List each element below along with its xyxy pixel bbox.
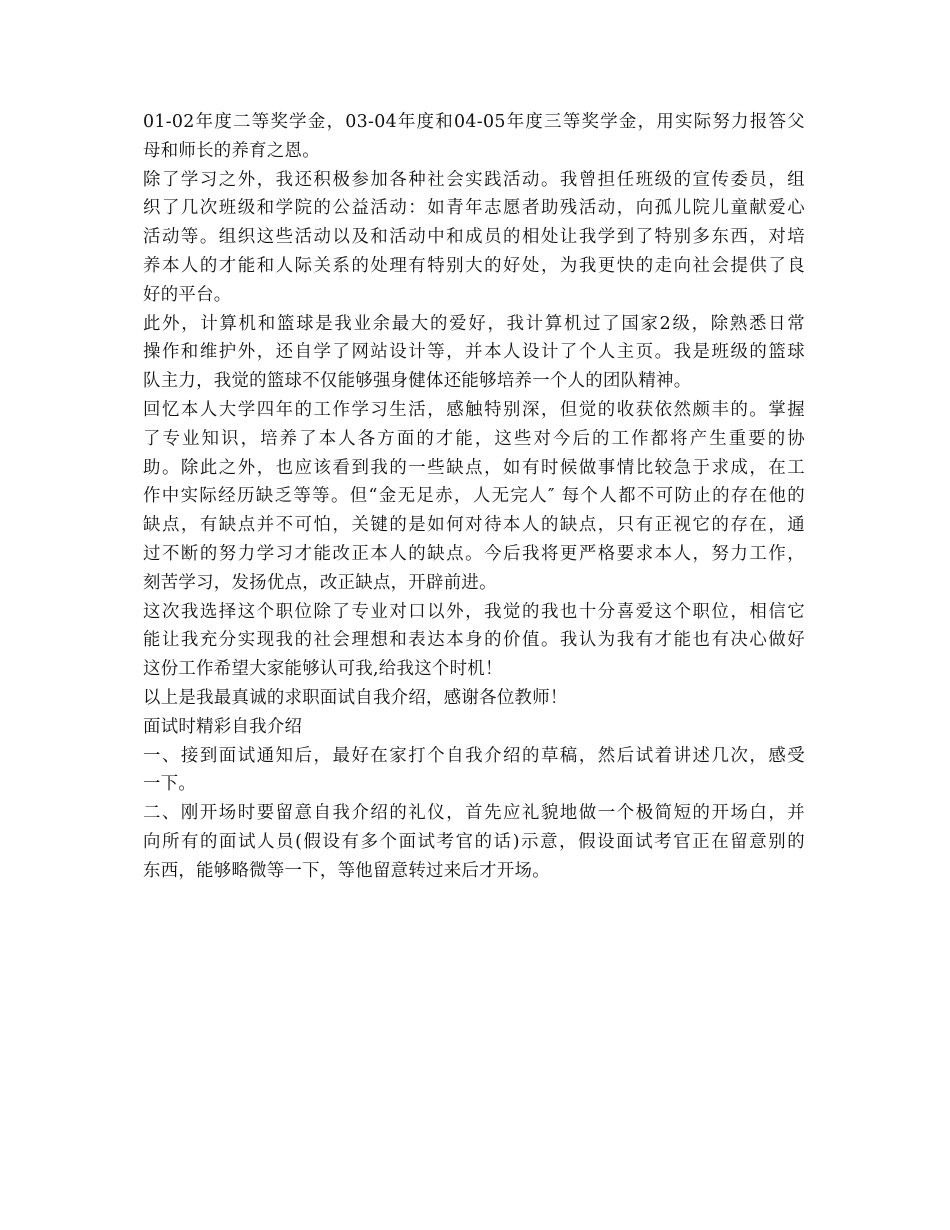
text-line: 01-02年度二等奖学金，03-04年度和04-05年度三等奖学金，用实际努力报答父 bbox=[143, 112, 805, 132]
text-line: 队主力，我觉的篮球不仅能够强身健体还能够培养一个人的团队精神。 bbox=[143, 371, 692, 392]
text-line: 这份工作希望大家能够认可我,给我这个时机！ bbox=[143, 659, 503, 680]
text-line: 向所有的面试人员(假设有多个面试考官的话)示意，假设面试考官正在留意别的 bbox=[143, 831, 805, 852]
text-line: 织了几次班级和学院的公益活动：如青年志愿者助残活动，向孤儿院儿童献爱心 bbox=[143, 198, 805, 219]
text-line: 以上是我最真诚的求职面试自我介绍，感谢各位教师！ bbox=[143, 687, 568, 708]
text-line: 养本人的才能和人际关系的处理有特别大的好处，为我更快的走向社会提供了良 bbox=[143, 255, 805, 276]
text-line: 这次我选择这个职位除了专业对口以外，我觉的我也十分喜爱这个职位，相信它 bbox=[143, 601, 805, 622]
text-line: 能让我充分实现我的社会理想和表达本身的价值。我认为我有才能也有决心做好 bbox=[143, 630, 805, 651]
text-line: 活动等。组织这些活动以及和活动中和成员的相处让我学到了特别多东西，对培 bbox=[143, 227, 805, 248]
text-line: 一下。 bbox=[143, 774, 197, 795]
text-line: 好的平台。 bbox=[143, 284, 232, 305]
text-line: 了专业知识，培养了本人各方面的才能，这些对今后的工作都将产生重要的协 bbox=[143, 428, 805, 449]
text-line: 二、刚开场时要留意自我介绍的礼仪，首先应礼貌地做一个极简短的开场白，并 bbox=[143, 803, 805, 824]
text-line: 东西，能够略微等一下，等他留意转过来后才开场。 bbox=[143, 860, 550, 881]
document-page bbox=[143, 108, 805, 886]
text-line: 过不断的努力学习才能改正本人的缺点。今后我将更严格要求本人，努力工作， bbox=[143, 543, 805, 564]
text-line: 除了学习之外，我还积极参加各种社会实践活动。我曾担任班级的宣传委员，组 bbox=[143, 169, 805, 190]
text-line: 回忆本人大学四年的工作学习生活，感触特别深，但觉的收获依然颇丰的。掌握 bbox=[143, 399, 805, 420]
text-line: 一、接到面试通知后，最好在家打个自我介绍的草稿，然后试着讲述几次，感受 bbox=[143, 745, 805, 766]
text-line: 助。除此之外，也应该看到我的一些缺点，如有时候做事情比较急于求成，在工 bbox=[143, 457, 805, 478]
text-line: 刻苦学习，发扬优点，改正缺点，开辟前进。 bbox=[143, 572, 497, 593]
text-line: 此外，计算机和篮球是我业余最大的爱好，我计算机过了国家2级，除熟悉日常 bbox=[143, 313, 805, 334]
text-line: 缺点，有缺点并不可怕，关键的是如何对待本人的缺点，只有正视它的存在，通 bbox=[143, 515, 805, 536]
text-line: 操作和维护外，还自学了网站设计等，并本人设计了个人主页。我是班级的篮球 bbox=[143, 342, 805, 363]
text-line: 作中实际经历缺乏等等。但“金无足赤，人无完人″ 每个人都不可防止的存在他的 bbox=[143, 486, 805, 507]
section-heading: 面试时精彩自我介绍 bbox=[143, 716, 303, 737]
text-line: 母和师长的养育之恩。 bbox=[143, 140, 320, 161]
